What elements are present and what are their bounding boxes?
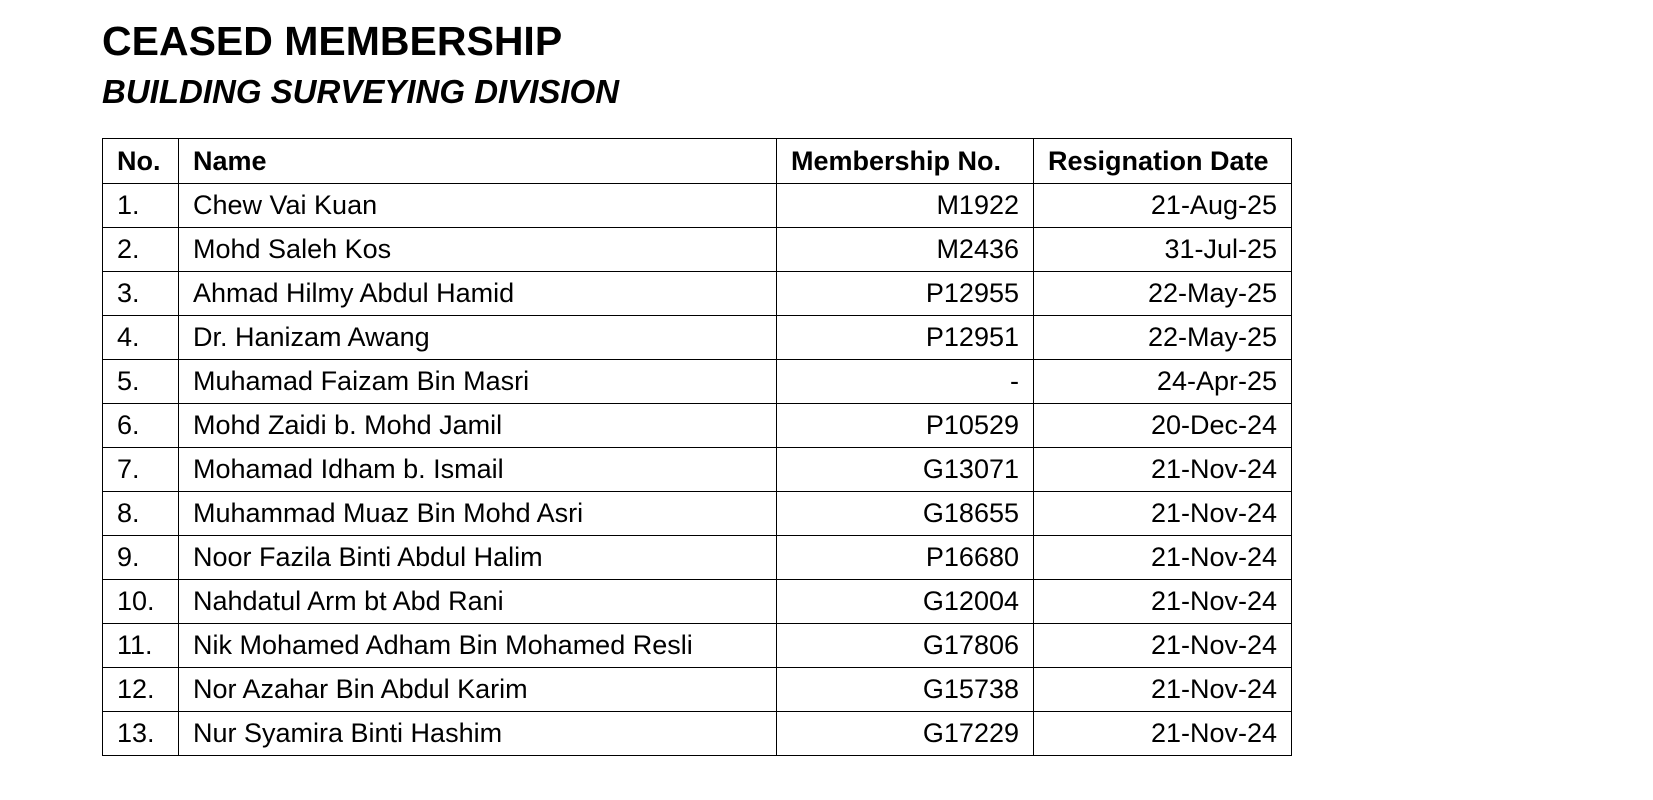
member-name: Noor Fazila Binti Abdul Halim xyxy=(179,536,777,580)
membership-number: P16680 xyxy=(777,536,1034,580)
table-row xyxy=(103,272,1292,316)
row-number: 10. xyxy=(103,580,179,624)
table-row xyxy=(103,404,1292,448)
row-number: 3. xyxy=(103,272,179,316)
member-name: Mohd Zaidi b. Mohd Jamil xyxy=(179,404,777,448)
membership-number: G15738 xyxy=(777,668,1034,712)
resignation-date: 21-Aug-25 xyxy=(1034,184,1292,228)
row-number: 12. xyxy=(103,668,179,712)
member-name: Nik Mohamed Adham Bin Mohamed Resli xyxy=(179,624,777,668)
membership-number: P12951 xyxy=(777,316,1034,360)
table-row xyxy=(103,668,1292,712)
member-name: Dr. Hanizam Awang xyxy=(179,316,777,360)
column-header-no: No. xyxy=(103,139,179,184)
resignation-date: 21-Nov-24 xyxy=(1034,536,1292,580)
member-name: Mohd Saleh Kos xyxy=(179,228,777,272)
resignation-date: 21-Nov-24 xyxy=(1034,492,1292,536)
row-number: 9. xyxy=(103,536,179,580)
table-row xyxy=(103,492,1292,536)
table-body xyxy=(103,184,1292,756)
table-row xyxy=(103,580,1292,624)
row-number: 6. xyxy=(103,404,179,448)
membership-number: P12955 xyxy=(777,272,1034,316)
document-page xyxy=(102,14,1292,756)
member-name: Chew Vai Kuan xyxy=(179,184,777,228)
membership-number: G12004 xyxy=(777,580,1034,624)
member-name: Mohamad Idham b. Ismail xyxy=(179,448,777,492)
membership-number: M2436 xyxy=(777,228,1034,272)
row-number: 2. xyxy=(103,228,179,272)
resignation-date: 21-Nov-24 xyxy=(1034,580,1292,624)
membership-number: G17229 xyxy=(777,712,1034,756)
row-number: 1. xyxy=(103,184,179,228)
row-number: 5. xyxy=(103,360,179,404)
row-number: 13. xyxy=(103,712,179,756)
member-name: Ahmad Hilmy Abdul Hamid xyxy=(179,272,777,316)
row-number: 4. xyxy=(103,316,179,360)
resignation-date: 20-Dec-24 xyxy=(1034,404,1292,448)
table-header xyxy=(103,139,1292,184)
table-row xyxy=(103,624,1292,668)
resignation-date: 31-Jul-25 xyxy=(1034,228,1292,272)
membership-number: G13071 xyxy=(777,448,1034,492)
resignation-date: 21-Nov-24 xyxy=(1034,448,1292,492)
table-row xyxy=(103,184,1292,228)
membership-number: - xyxy=(777,360,1034,404)
resignation-date: 22-May-25 xyxy=(1034,316,1292,360)
member-name: Muhammad Muaz Bin Mohd Asri xyxy=(179,492,777,536)
column-header-resignation-date: Resignation Date xyxy=(1034,139,1292,184)
member-name: Nor Azahar Bin Abdul Karim xyxy=(179,668,777,712)
membership-number: P10529 xyxy=(777,404,1034,448)
table-row xyxy=(103,228,1292,272)
table-row xyxy=(103,448,1292,492)
membership-number: G17806 xyxy=(777,624,1034,668)
resignation-date: 22-May-25 xyxy=(1034,272,1292,316)
resignation-date: 21-Nov-24 xyxy=(1034,624,1292,668)
page-title: CEASED MEMBERSHIP xyxy=(102,18,563,64)
membership-number: G18655 xyxy=(777,492,1034,536)
resignation-date: 21-Nov-24 xyxy=(1034,668,1292,712)
row-number: 11. xyxy=(103,624,179,668)
member-name: Nahdatul Arm bt Abd Rani xyxy=(179,580,777,624)
row-number: 7. xyxy=(103,448,179,492)
resignation-date: 21-Nov-24 xyxy=(1034,712,1292,756)
member-name: Nur Syamira Binti Hashim xyxy=(179,712,777,756)
table-row xyxy=(103,316,1292,360)
table-row xyxy=(103,712,1292,756)
table-header-row xyxy=(103,139,1292,184)
row-number: 8. xyxy=(103,492,179,536)
column-header-membership-no: Membership No. xyxy=(777,139,1034,184)
member-name: Muhamad Faizam Bin Masri xyxy=(179,360,777,404)
table-row xyxy=(103,360,1292,404)
ceased-membership-table xyxy=(102,138,1292,756)
resignation-date: 24-Apr-25 xyxy=(1034,360,1292,404)
table-row xyxy=(103,536,1292,580)
column-header-name: Name xyxy=(179,139,777,184)
membership-number: M1922 xyxy=(777,184,1034,228)
page-subtitle: BUILDING SURVEYING DIVISION xyxy=(102,73,620,110)
